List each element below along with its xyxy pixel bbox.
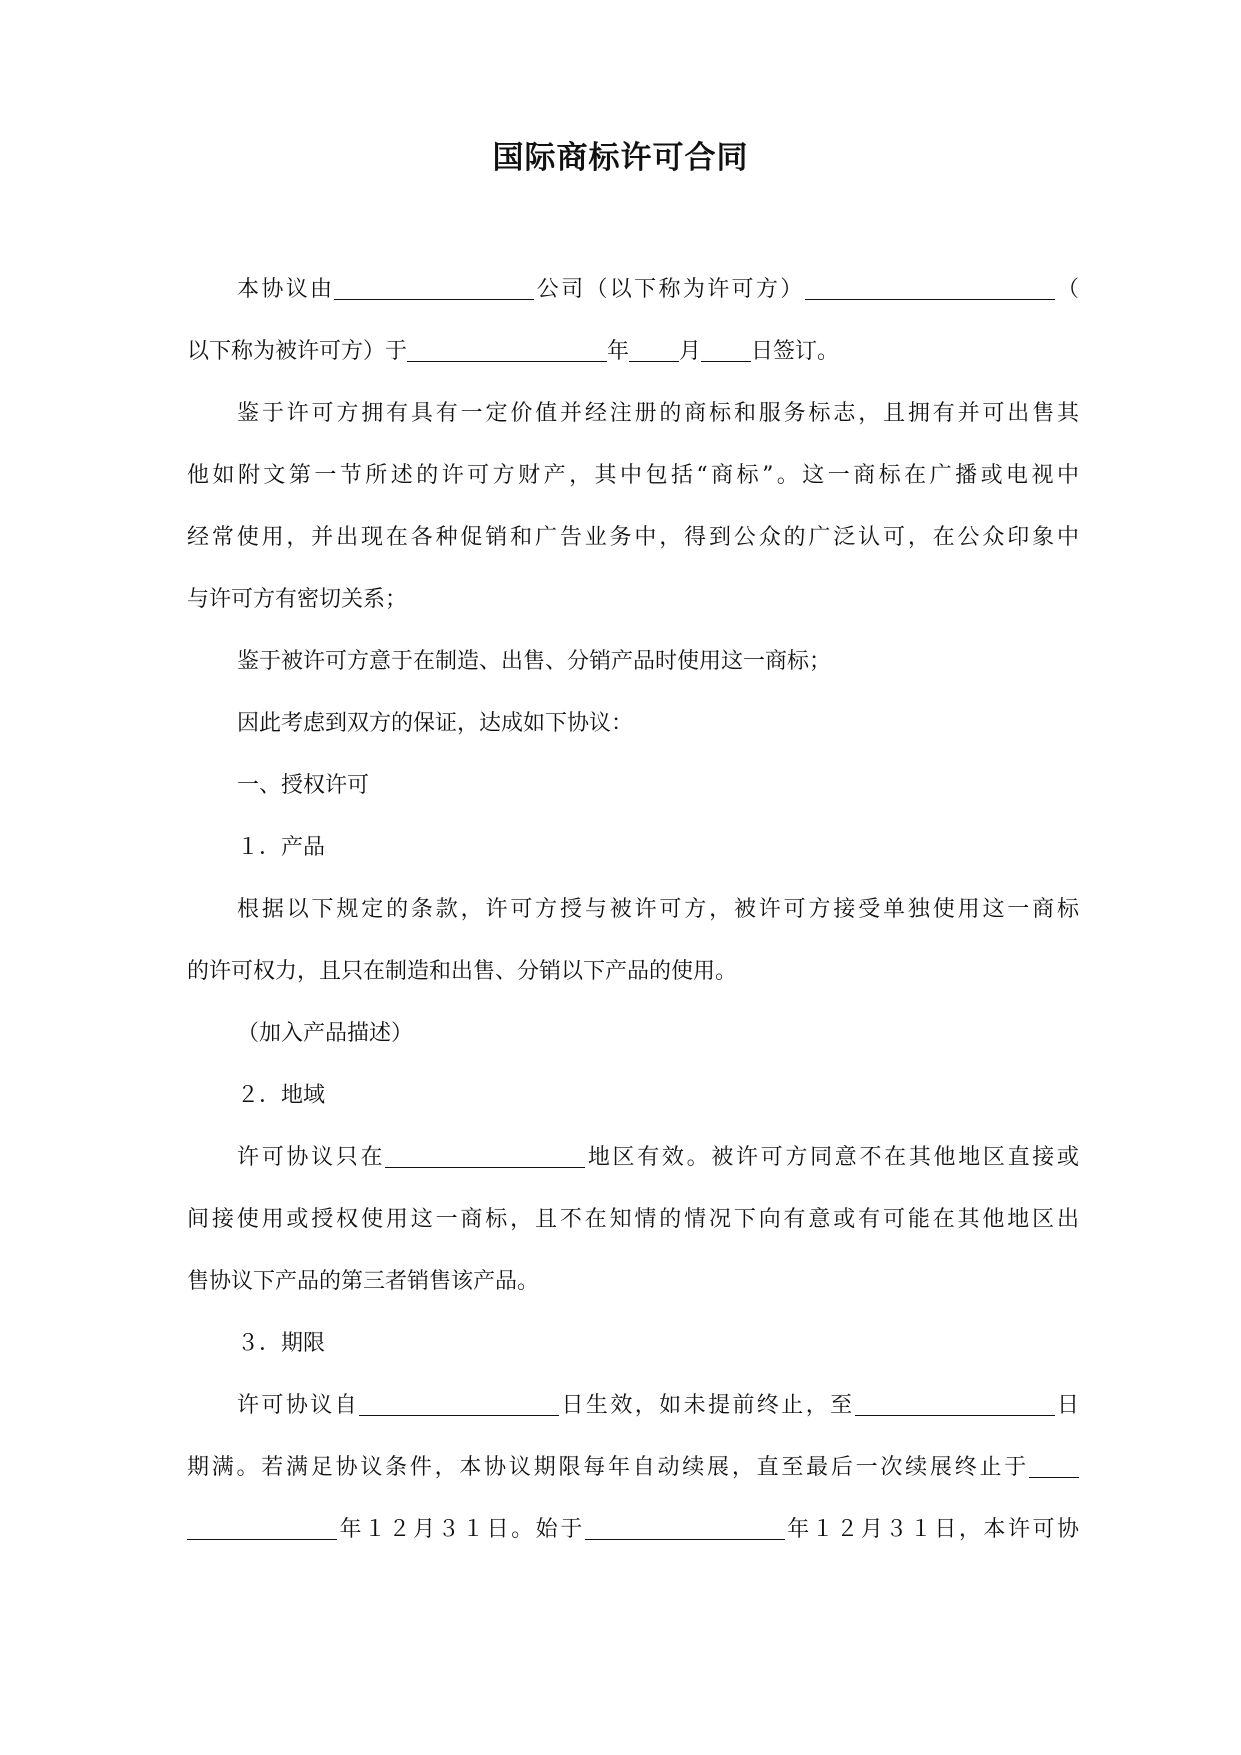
- blank-year: [407, 335, 607, 362]
- document-body: [187, 259, 1079, 1561]
- para-whereas1-line4: 与许可方有密切关系；: [187, 587, 408, 612]
- text-segment: 年１２月３１日。始于: [337, 1517, 585, 1542]
- blank-day: [701, 335, 751, 362]
- para-agreement: 因此考虑到双方的保证，达成如下协议：: [237, 711, 634, 736]
- para-territory-line1: [187, 1127, 1079, 1189]
- para-term-line3: [187, 1499, 1079, 1561]
- para-grant-line1: 根据以下规定的条款，许可方授与被许可方，被许可方接受单独使用这一商标: [237, 897, 1079, 922]
- item-heading-products: １．产品: [237, 835, 326, 860]
- text-segment: （: [1054, 277, 1079, 302]
- para-territory-line3: 售协议下产品的第三者销售该产品。: [187, 1269, 540, 1294]
- text-segment: 公司（以下称为许可方）: [534, 277, 805, 302]
- text-segment: 期满。若满足协议条件，本协议期限每年自动续展，直至最后一次续展终止于: [187, 1455, 1029, 1480]
- blank-licensee-name: [805, 273, 1055, 300]
- para-parties-line2: [187, 321, 1079, 383]
- para-whereas2: 鉴于被许可方意于在制造、出售、分销产品时使用这一商标；: [237, 649, 832, 674]
- text-segment: 许可协议只在: [237, 1145, 386, 1170]
- blank-territory: [385, 1141, 585, 1168]
- text-segment: 年: [607, 339, 630, 364]
- text-segment: 日生效，如未提前终止，至: [559, 1393, 855, 1418]
- blank-end-date: [855, 1389, 1055, 1416]
- text-segment: 许可协议自: [237, 1393, 360, 1418]
- text-segment: 以下称为被许可方）于: [187, 339, 408, 364]
- text-segment: 月: [679, 339, 702, 364]
- blank-final-year-part1: [1029, 1451, 1079, 1478]
- para-parties-line1: [187, 259, 1079, 321]
- para-product-description: （加入产品描述）: [237, 1021, 414, 1046]
- text-segment: 年１２月３１日，本许可协: [784, 1517, 1079, 1542]
- para-term-line1: [187, 1375, 1079, 1437]
- para-term-line2: [187, 1437, 1079, 1499]
- item-heading-term: ３．期限: [237, 1331, 326, 1356]
- text-segment: 日: [1054, 1393, 1079, 1418]
- para-whereas1-line3: 经常使用，并出现在各种促销和广告业务中，得到公众的广泛认可，在公众印象中: [187, 525, 1079, 550]
- text-segment: 地区有效。被许可方同意不在其他地区直接或: [585, 1145, 1079, 1170]
- blank-start-year: [585, 1513, 785, 1540]
- item-heading-territory: ２．地域: [237, 1083, 326, 1108]
- para-whereas1-line1: 鉴于许可方拥有具有一定价值并经注册的商标和服务标志，且拥有并可出售其: [237, 401, 1079, 426]
- section-heading-license: 一、授权许可: [237, 773, 370, 798]
- blank-start-date: [359, 1389, 559, 1416]
- document-title: 国际商标许可合同: [492, 140, 749, 176]
- blank-licensor-name: [334, 273, 534, 300]
- blank-final-year-part2: [187, 1513, 337, 1540]
- text-segment: 本协议由: [237, 277, 335, 302]
- para-territory-line2: 间接使用或授权使用这一商标，且不在知情的情况下向有意或有可能在其他地区出: [187, 1207, 1079, 1232]
- para-grant-line2: 的许可权力，且只在制造和出售、分销以下产品的使用。: [187, 959, 738, 984]
- blank-month: [629, 335, 679, 362]
- text-segment: 日签订。: [751, 339, 840, 364]
- para-whereas1-line2: 他如附文第一节所述的许可方财产，其中包括“商标”。这一商标在广播或电视中: [187, 463, 1079, 488]
